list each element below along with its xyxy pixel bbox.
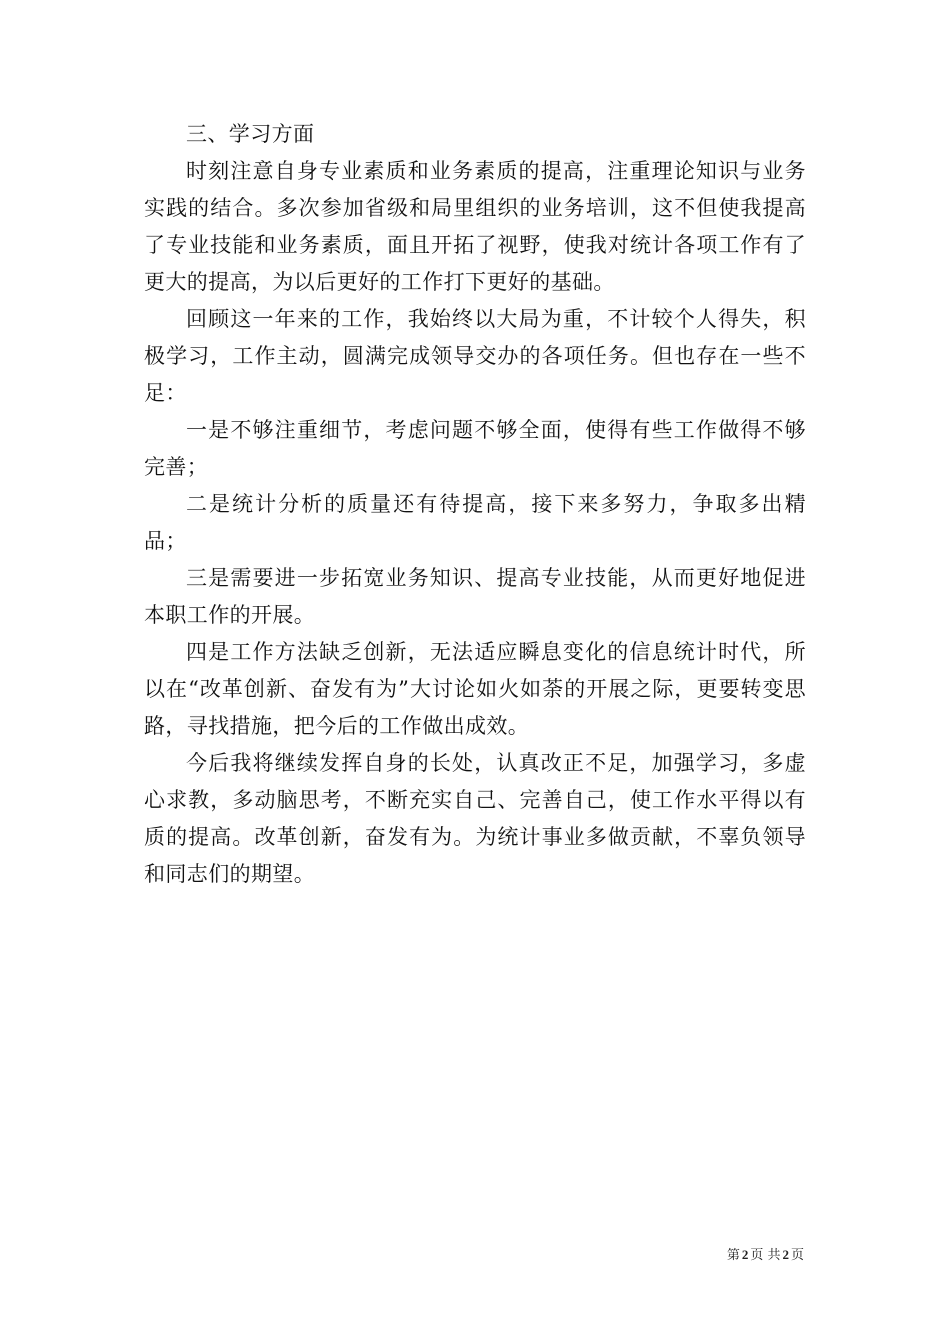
footer-prefix: 第: [726, 1248, 740, 1263]
section-heading: 三、学习方面: [186, 122, 315, 146]
footer-suffix: 页: [790, 1248, 804, 1263]
footer-middle: 页 共: [750, 1248, 781, 1263]
document-body: [144, 116, 806, 893]
current-page-number: 2: [741, 1247, 749, 1262]
paragraph: 时刻注意自身专业素质和业务素质的提高，注重理论知识与业务实践的结合。多次参加省级和局里组织的业务培训，这不但使我提高了专业技能和业务素质，面且开拓了视野，使我对统计各项工作有了更大的提高，为以后更好的工作打下更好的基础。: [144, 159, 806, 294]
paragraph: 回顾这一年来的工作，我始终以大局为重，不计较个人得失，积极学习，工作主动，圆满完成领导交办的各项任务。但也存在一些不足：: [144, 307, 806, 405]
paragraph: 三是需要进一步拓宽业务知识、提高专业技能，从而更好地促进本职工作的开展。: [144, 566, 806, 627]
paragraph: 今后我将继续发挥自身的长处，认真改正不足，加强学习，多虚心求教，多动脑思考，不断充实自己、完善自己，使工作水平得以有质的提高。改革创新，奋发有为。为统计事业多做贡献，不辜负领导和同志们的期望。: [144, 751, 806, 886]
total-pages-number: 2: [782, 1247, 789, 1262]
paragraph: 四是工作方法缺乏创新，无法适应瞬息变化的信息统计时代，所以在“改革创新、奋发有为”大讨论如火如荼的开展之际，更要转变思路，寻找措施，把今后的工作做出成效。: [144, 640, 806, 738]
paragraph: 一是不够注重细节，考虑问题不够全面，使得有些工作做得不够完善；: [144, 418, 806, 479]
page-number-footer: [727, 1247, 804, 1264]
paragraph: 二是统计分析的质量还有待提高，接下来多努力，争取多出精品；: [144, 492, 806, 553]
